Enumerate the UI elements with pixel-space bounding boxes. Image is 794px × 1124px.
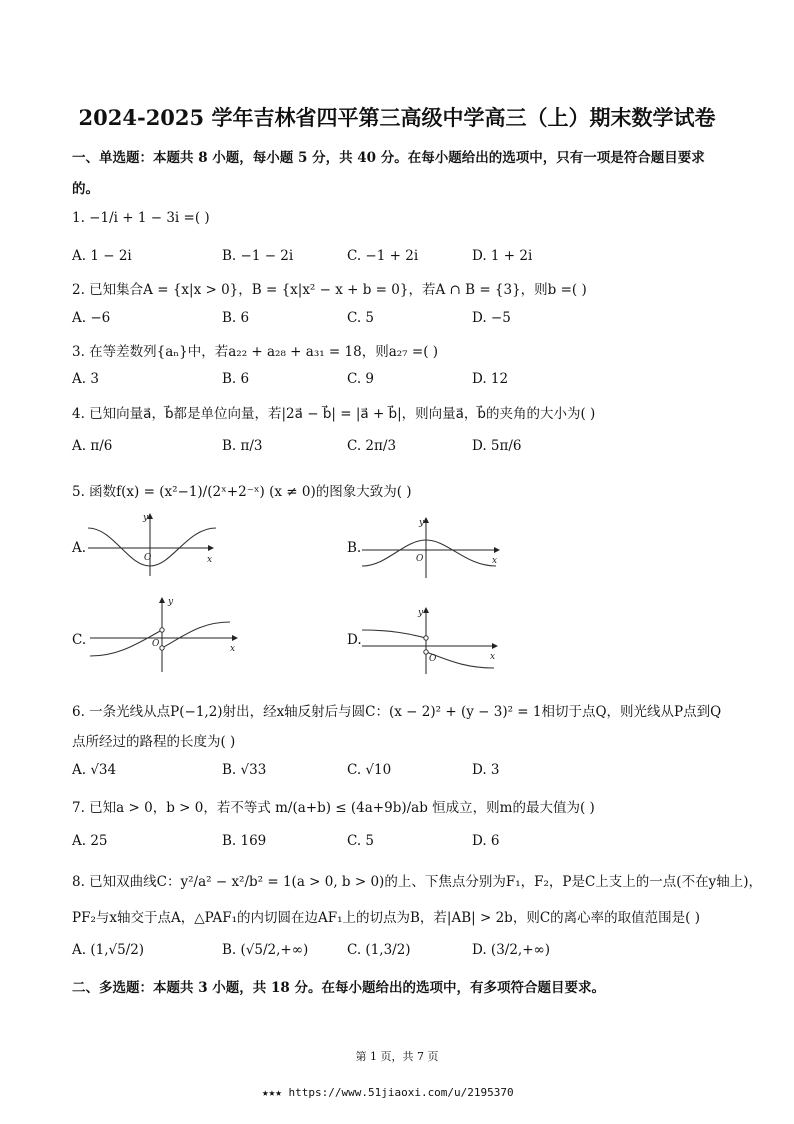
watermark-url: ★★★ https://www.51jiaoxi.com/u/2195370 — [262, 1086, 514, 1099]
question-5-stem: 5. 函数f(x) = (x²−1)/(2ˣ+2⁻ˣ) (x ≠ 0)的图象大致为( ) — [72, 484, 412, 500]
origin-label: O — [144, 553, 152, 563]
axis-y-label: y — [168, 597, 174, 607]
q1-option-b: B. −1 − 2i — [222, 248, 294, 264]
origin-label: O — [416, 554, 424, 564]
q2-option-d: D. −5 — [472, 310, 511, 326]
q7-option-c: C. 5 — [347, 833, 375, 849]
question-3-stem: 3. 在等差数列{aₙ}中，若a₂₂ + a₂₈ + a₃₁ = 18，则a₂₇ =( ) — [72, 344, 439, 360]
q2-option-c: C. 5 — [347, 310, 375, 326]
q3-option-c: C. 9 — [347, 371, 375, 387]
question-7-stem: 7. 已知a > 0，b > 0，若不等式 m/(a+b) ≤ (4a+9b)/ab 恒成立，则m的最大值为( ) — [72, 800, 595, 816]
section1-heading-cont: 的。 — [72, 181, 99, 197]
question-6-stem: 6. 一条光线从点P(−1,2)射出，经x轴反射后与圆C：(x − 2)² + (y − 3)² = 1相切于点Q，则光线从P点到Q — [72, 704, 722, 720]
page-title: 2024-2025 学年吉林省四平第三高级中学高三（上）期末数学试卷 — [78, 105, 716, 130]
q4-option-d: D. 5π/6 — [472, 438, 522, 454]
q5-option-c: C. — [72, 632, 87, 648]
q3-option-b: B. 6 — [222, 371, 250, 387]
section2-heading: 二、多选题：本题共 3 小题，共 18 分。在每小题给出的选项中，有多项符合题目要求。 — [72, 980, 605, 996]
q3-option-a: A. 3 — [72, 371, 99, 387]
q6-option-b: B. √33 — [222, 762, 267, 778]
q8-option-a: A. (1,√5/2) — [72, 942, 145, 958]
page-footer: 第 1 页，共 7 页 — [355, 1050, 439, 1063]
q5-option-a: A. — [72, 540, 87, 556]
q6-option-d: D. 3 — [472, 762, 500, 778]
question-1-stem: 1. −1/i + 1 − 3i =( ) — [72, 210, 210, 226]
q1-option-c: C. −1 + 2i — [347, 248, 419, 264]
q5-option-d: D. — [347, 632, 362, 648]
question-8-stem-cont: PF₂与x轴交于点A，△PAF₁的内切圆在边AF₁上的切点为B，若|AB| > 2b，则C的离心率的取值范围是( ) — [72, 910, 700, 926]
q6-option-c: C. √10 — [347, 762, 392, 778]
q5-graph-a — [88, 510, 218, 580]
q5-graph-d — [362, 606, 502, 676]
axis-y-label: y — [418, 608, 424, 618]
q7-option-a: A. 25 — [72, 833, 108, 849]
q5-graph-c — [90, 594, 240, 674]
question-4-stem: 4. 已知向量a⃗，b⃗都是单位向量，若|2a⃗ − b⃗| = |a⃗ + b⃗|，则向量a⃗，b⃗的夹角的大小为( ) — [72, 406, 596, 422]
q4-option-a: A. π/6 — [72, 438, 113, 454]
q5-option-b: B. — [347, 540, 362, 556]
origin-label: O — [152, 639, 160, 649]
axis-y-label: y — [143, 513, 149, 523]
q8-option-c: C. (1,3/2) — [347, 942, 411, 958]
q4-option-b: B. π/3 — [222, 438, 263, 454]
origin-label: O — [429, 654, 437, 664]
axis-x-label: x — [207, 555, 213, 565]
axis-x-label: x — [230, 644, 236, 654]
q8-option-b: B. (√5/2,+∞) — [222, 942, 309, 958]
q7-option-d: D. 6 — [472, 833, 500, 849]
q2-option-a: A. −6 — [72, 310, 111, 326]
question-2-stem: 2. 已知集合A = {x|x > 0}，B = {x|x² − x + b = 0}，若A ∩ B = {3}，则b =( ) — [72, 282, 587, 298]
section1-heading: 一、单选题：本题共 8 小题，每小题 5 分，共 40 分。在每小题给出的选项中，只有一项是符合题目要求 — [72, 150, 705, 166]
q5-graph-b — [362, 516, 502, 582]
q8-option-d: D. (3/2,+∞) — [472, 942, 551, 958]
q7-option-b: B. 169 — [222, 833, 267, 849]
question-6-stem-cont: 点所经过的路程的长度为( ) — [72, 734, 236, 750]
question-8-stem: 8. 已知双曲线C：y²/a² − x²/b² = 1(a > 0, b > 0)的上、下焦点分别为F₁，F₂，P是C上支上的一点(不在y轴上)， — [72, 874, 762, 890]
axis-x-label: x — [490, 652, 496, 662]
q2-option-b: B. 6 — [222, 310, 250, 326]
q1-option-a: A. 1 − 2i — [72, 248, 132, 264]
q6-option-a: A. √34 — [72, 762, 117, 778]
axis-x-label: x — [492, 556, 498, 566]
q3-option-d: D. 12 — [472, 371, 509, 387]
axis-y-label: y — [419, 518, 425, 528]
q4-option-c: C. 2π/3 — [347, 438, 397, 454]
q1-option-d: D. 1 + 2i — [472, 248, 533, 264]
